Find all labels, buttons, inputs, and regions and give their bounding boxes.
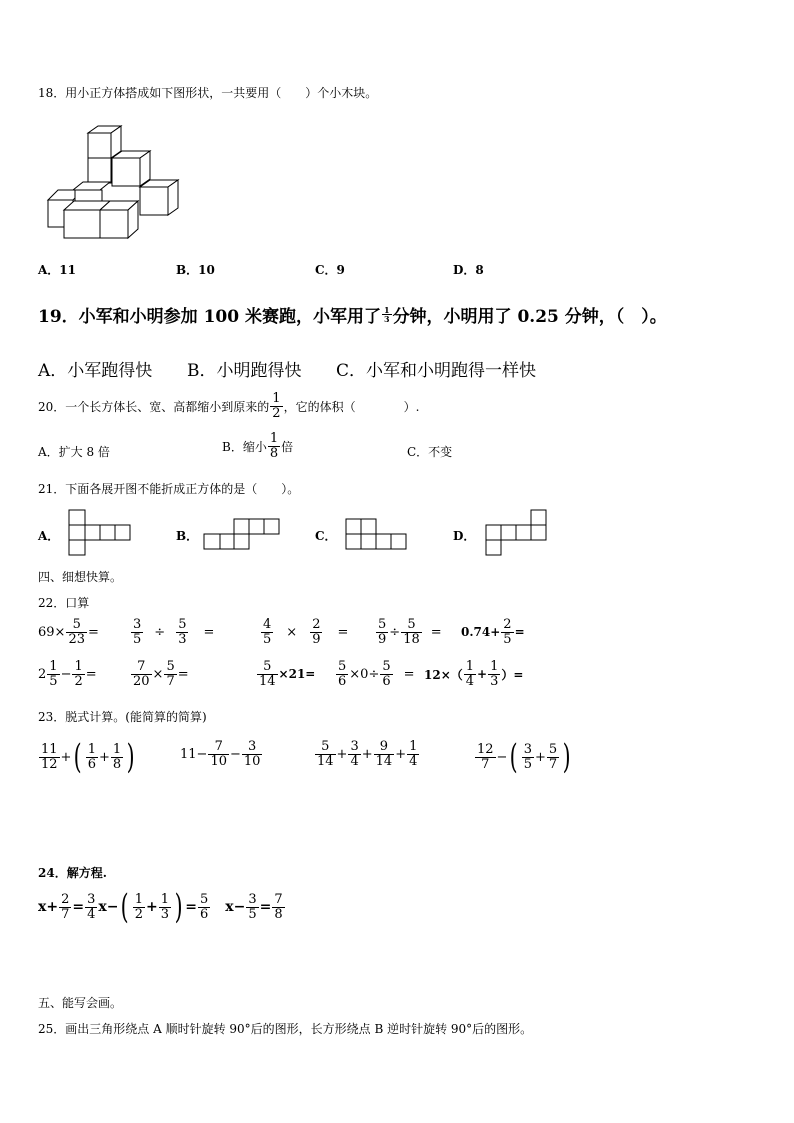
q18-option-d[interactable]: D．8 xyxy=(453,263,484,277)
q22-expr-2: $\frac{3}{5}$ ÷ $\frac{5}{3}$ = xyxy=(133,617,215,647)
q19-option-a[interactable]: A．小军跑得快 xyxy=(38,361,153,381)
q23-expr-3: $\frac{5}{14}$ + $\frac{3}{4}$ + $\frac{9}{14}$ + $\frac{1}{4}$ xyxy=(317,739,418,769)
q23-expr-1: $\frac{11}{12}$ + ( $\frac{1}{6}$ + $\frac{1}{8}$ ) xyxy=(41,737,135,777)
q18-option-c[interactable]: C．9 xyxy=(315,263,345,277)
q22-expr-9: $\frac{5}{6}$ ×0÷ $\frac{5}{6}$ = xyxy=(338,659,415,689)
net-d xyxy=(486,510,546,555)
eq1-lhs: x+ xyxy=(38,899,59,915)
q22-expr-3: $\frac{4}{5}$ × $\frac{2}{9}$ = xyxy=(263,617,349,647)
q22-expr-10: 12×（ $\frac{1}{4}$ + $\frac{1}{3}$ ）= xyxy=(424,659,524,689)
q22-title: 22．口算 xyxy=(38,596,90,610)
eq3-lhs: x− xyxy=(225,899,246,915)
q19-fraction: $\frac{1}{3}$ xyxy=(383,304,390,324)
q19-option-b[interactable]: B．小明跑得快 xyxy=(187,361,302,381)
q20-option-a[interactable]: A．扩大 8 倍 xyxy=(38,445,110,459)
q20-option-b-fraction: $\frac{1}{8}$ xyxy=(269,431,279,461)
q20-option-b-text: B．缩小 xyxy=(222,439,267,454)
net-a xyxy=(69,510,130,555)
section-4-heading: 四、细想快算。 xyxy=(38,570,123,584)
eq2-lhs: x− xyxy=(98,899,119,915)
q19-text-a: 19．小军和小明参加 100 米赛跑，小军用了 xyxy=(38,307,381,327)
q22-expr-5: 0.74+ $\frac{2}{5}$ = xyxy=(461,617,525,647)
q21-label-a[interactable]: A． xyxy=(38,529,60,543)
q18-text: 18．用小正方体搭成如下图形状，一共要用（ ）个小木块。 xyxy=(38,86,378,100)
net-b xyxy=(204,519,279,549)
q21-label-b[interactable]: B． xyxy=(176,529,199,543)
q19-option-c[interactable]: C．小军和小明跑得一样快 xyxy=(336,361,537,381)
q18-option-a[interactable]: A．11 xyxy=(38,263,77,277)
q20-option-b-unit: 倍 xyxy=(281,439,294,454)
q23-expr-4: $\frac{12}{7}$ − ( $\frac{3}{5}$ + $\frac{5}{7}$ ) xyxy=(477,737,571,777)
q22-expr-7: $\frac{7}{20}$ × $\frac{5}{7}$ = xyxy=(133,659,189,689)
q19-text-b: 分钟，小明用了 0.25 分钟，（ ）。 xyxy=(392,307,667,327)
q22-expr-1: 69× $\frac{5}{23}$ = xyxy=(38,617,99,647)
q22-expr-6: 2 $\frac{1}{5}$ − $\frac{1}{2}$ = xyxy=(38,659,97,689)
net-c xyxy=(346,519,406,549)
q24-equations: x+ $\frac{2}{7}$ = $\frac{3}{4}$ x− ( $\frac{1}{2}$ + $\frac{1}{3}$ ) = $\frac{5}{6}$ x− $\frac{3}{5}$ = $\frac{7}{8}$ xyxy=(38,887,283,927)
q22-expr-4: $\frac{5}{9}$ ÷ $\frac{5}{18}$ = xyxy=(378,617,442,647)
q18-option-b[interactable]: B．10 xyxy=(176,263,215,277)
q20-text-a: 20．一个长方体长、宽、高都缩小到原来的 xyxy=(38,399,270,414)
q24-title: 24．解方程. xyxy=(38,866,107,880)
q21-label-d[interactable]: D． xyxy=(453,529,476,543)
q25-text: 25．画出三角形绕点 A 顺时针旋转 90°后的图形，长方形绕点 B 逆时针旋转 90°后的图形。 xyxy=(38,1022,533,1036)
q21-text: 21．下面各展开图不能折成正方体的是（ ）。 xyxy=(38,482,300,496)
q20-text-b: ，它的体积（ ）. xyxy=(283,399,420,414)
q23-expr-2: 11− $\frac{7}{10}$ − $\frac{3}{10}$ xyxy=(180,739,261,769)
q22-expr-8: $\frac{5}{14}$ ×21= xyxy=(259,659,316,689)
q21-label-c[interactable]: C． xyxy=(315,529,337,543)
q20-fraction: $\frac{1}{2}$ xyxy=(272,391,281,421)
q23-title: 23．脱式计算。(能简算的简算) xyxy=(38,710,207,724)
q20-option-c[interactable]: C．不变 xyxy=(407,445,453,459)
section-5-heading: 五、能写会画。 xyxy=(38,996,123,1010)
